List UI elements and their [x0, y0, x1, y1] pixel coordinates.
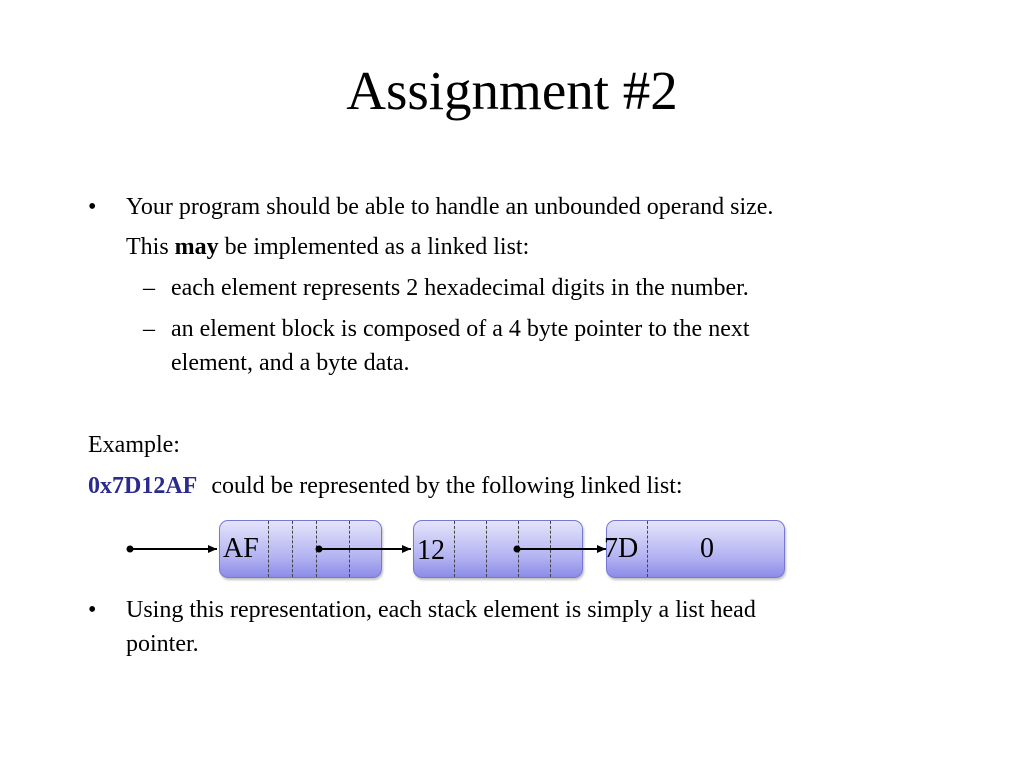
sub-bullet-marker: –: [143, 316, 155, 342]
bullet-marker: •: [88, 597, 97, 623]
example-label: Example:: [88, 432, 180, 458]
bullet2-line1: Using this representation, each stack element is simply a list head: [126, 597, 756, 623]
sub-bullet1-text: each element represents 2 hexadecimal digits in the number.: [171, 275, 749, 301]
node-data-label: 12: [417, 535, 445, 566]
bullet1-line2-pre: This: [126, 234, 175, 260]
bullet2-line2: pointer.: [126, 631, 199, 657]
sub-bullet2-line1: an element block is composed of a 4 byte pointer to the next: [171, 316, 750, 342]
bullet1-line2-post: be implemented as a linked list:: [218, 234, 530, 260]
example-hex-value: 0x7D12AF: [88, 473, 198, 499]
bullet1-line1: Your program should be able to handle an unbounded operand size.: [126, 194, 774, 220]
bullet1-line2-bold: may: [174, 234, 219, 260]
sub-bullet-marker: –: [143, 275, 155, 301]
head-pointer-arrow: [127, 546, 218, 553]
example-description: could be represented by the following linked list:: [211, 473, 683, 499]
node-data-label: 7D: [604, 533, 639, 564]
node-data-label: AF: [223, 533, 259, 564]
null-pointer-label: 0: [700, 533, 714, 564]
node1-next-arrow: [316, 546, 412, 553]
bullet-marker: •: [88, 194, 97, 220]
sub-bullet2-line2: element, and a byte data.: [171, 350, 410, 376]
slide-title: Assignment #2: [346, 60, 678, 121]
node2-next-arrow: [514, 546, 607, 553]
